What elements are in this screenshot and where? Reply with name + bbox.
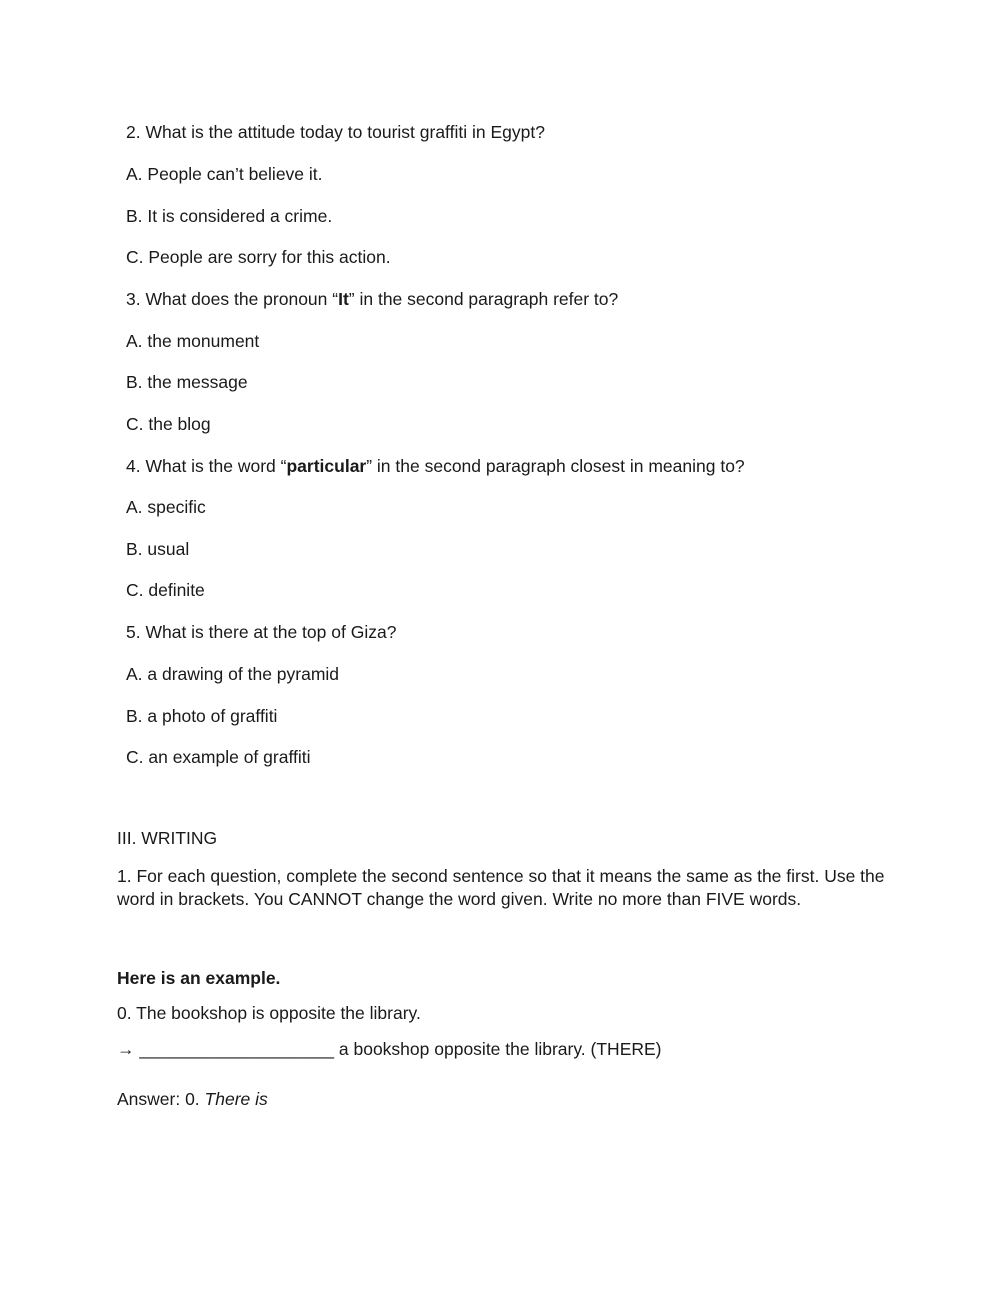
- section-heading: III. WRITING: [117, 828, 218, 848]
- example-label-text: Here is an example.: [117, 968, 281, 988]
- example-prompt: a bookshop opposite the library. (THERE): [334, 1039, 662, 1059]
- option-3c: C. the blog: [126, 414, 211, 434]
- option-2a: A. People can’t believe it.: [126, 164, 323, 184]
- option-2c: C. People are sorry for this action.: [126, 247, 391, 267]
- option-4c: C. definite: [126, 580, 205, 600]
- option-3b: B. the message: [126, 372, 248, 392]
- answer-value: There is: [204, 1089, 268, 1109]
- writing-instruction: 1. For each question, complete the second sentence so that it means the same as the first. Use the word in brackets. You CANNOT change the word given. Write no more than FIVE words.: [117, 866, 885, 909]
- arrow-icon: →: [117, 1039, 135, 1059]
- question-3-pre: 3. What does the pronoun “: [126, 289, 339, 309]
- question-4-pre: 4. What is the word “: [126, 456, 287, 476]
- answer-label: Answer: 0.: [117, 1089, 205, 1109]
- question-3-post: ” in the second paragraph refer to?: [348, 289, 619, 309]
- question-2: 2. What is the attitude today to tourist graffiti in Egypt?: [126, 122, 545, 142]
- example-prompt-line: [117, 1038, 662, 1060]
- option-4a: A. specific: [126, 497, 206, 517]
- answer-blank: ____________________: [139, 1039, 335, 1059]
- option-5c: C. an example of graffiti: [126, 747, 311, 767]
- option-5a: A. a drawing of the pyramid: [126, 664, 340, 684]
- example-answer: [117, 1088, 268, 1110]
- question-4-post: ” in the second paragraph closest in meaning to?: [366, 456, 745, 476]
- question-5: 5. What is there at the top of Giza?: [126, 622, 397, 642]
- question-4: [126, 455, 745, 477]
- question-3: [126, 288, 618, 310]
- option-2b: B. It is considered a crime.: [126, 206, 333, 226]
- option-3a: A. the monument: [126, 331, 260, 351]
- option-4b: B. usual: [126, 539, 190, 559]
- example-label: [117, 967, 280, 989]
- option-5b: B. a photo of graffiti: [126, 706, 278, 726]
- question-3-keyword: It: [338, 289, 349, 309]
- example-sentence: 0. The bookshop is opposite the library.: [117, 1003, 421, 1023]
- question-4-keyword: particular: [286, 456, 367, 476]
